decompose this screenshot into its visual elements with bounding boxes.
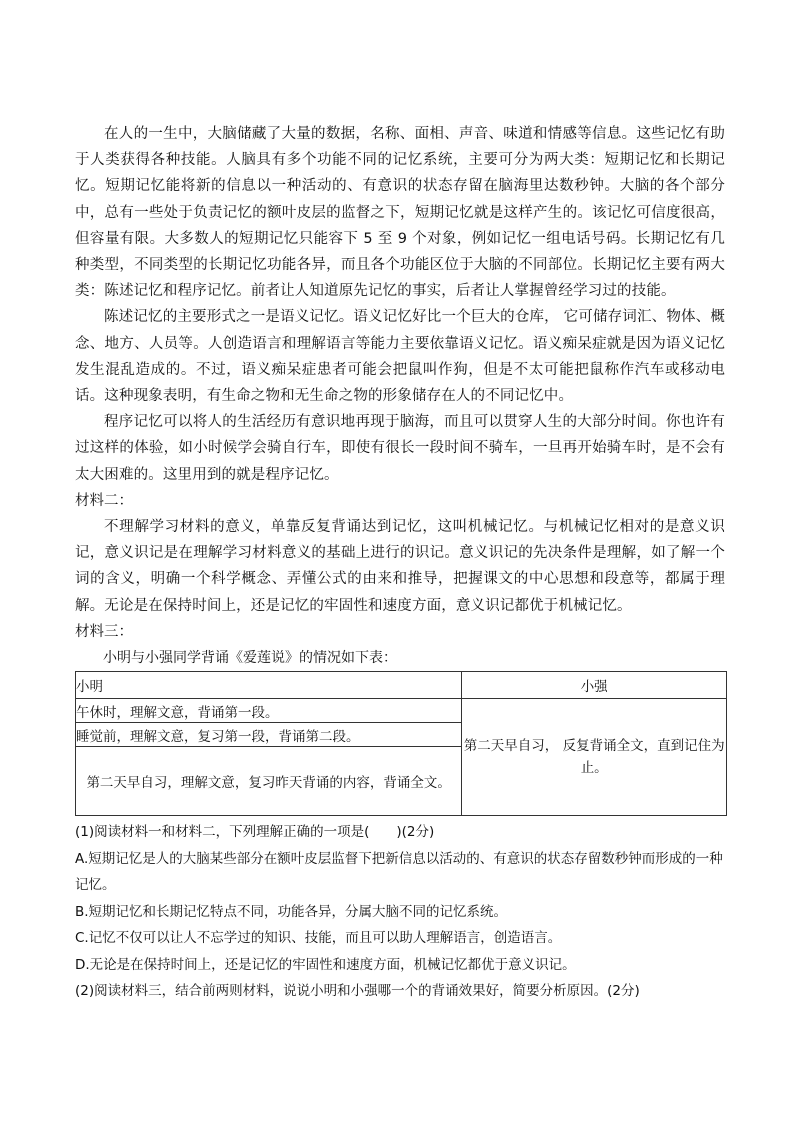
table-header-xiaoqiang: 小强 [462,672,727,699]
table-cell-xiaoming-1: 午休时，理解文意，背诵第一段。 [76,699,462,723]
material2-label: 材料二： [75,492,133,509]
material1-paragraph-3: 程序记忆可以将人的生活经历有意识地再现于脑海，而且可以贯穿人生的大部分时间。你也许有过这样的体验，如小时候学会骑自行车，即使有很长一段时间不骑车，一旦再开始骑车时，是不会有太大困难的。这里用到的就是程序记忆。 [75,414,725,483]
table-cell-xiaoqiang: 第二天早自习， 反复背诵全文，直到记住为止。 [462,699,727,816]
table-caption: 小明与小强同学背诵《爱莲说》的情况如下表： [103,650,397,667]
question-1-option-c: C.记忆不仅可以让人不忘学过的知识、技能，而且可以助人理解语言，创造语言。 [75,930,562,947]
comparison-table [75,671,727,816]
question-1-stem: (1)阅读材料一和材料二，下列理解正确的一项是( )(2分) [75,824,435,841]
question-1-option-b: B.短期记忆和长期记忆特点不同，功能各异，分属大脑不同的记忆系统。 [75,903,508,920]
material1-paragraph-2: 陈述记忆的主要形式之一是语义记忆。语义记忆好比一个巨大的仓库， 它可储存词汇、物体、概念、地方、人员等。人创造语言和理解语言等能力主要依靠语义记忆。语义痴呆症就是因为语义记忆发生混乱造成的。不过，语义痴呆症患者可能会把鼠叫作狗，但是不太可能把鼠称作汽车或移动电话。这种现象表明，有生命之物和无生命之物的形象储存在人的不同记忆中。 [75,309,725,405]
table-header-xiaoming: 小明 [76,672,462,699]
table-cell-xiaoming-2: 睡觉前，理解文意，复习第一段，背诵第二段。 [76,723,462,747]
material1-paragraph-1: 在人的一生中，大脑储藏了大量的数据，名称、面相、声音、味道和情感等信息。这些记忆有助于人类获得各种技能。人脑具有多个功能不同的记忆系统，主要可分为两大类：短期记忆和长期记忆。短期记忆能将新的信息以一种活动的、有意识的状态存留在脑海里达数秒钟。大脑的各个部分中，总有一些处于负责记忆的额叶皮层的监督之下，短期记忆就是这样产生的。该记忆可信度很高，但容量有限。大多数人的短期记忆只能容下 5 至 9 个对象，例如记忆一组电话号码。长期记忆有几种类型，不同类型的长期记忆功能各异，而且各个功能区位于大脑的不同部位。长期记忆主要有两大类：陈述记忆和程序记忆。前者让人知道原先记忆的事实，后者让人掌握曾经学习过的技能。 [75,126,725,300]
material2-paragraph: 不理解学习材料的意义，单靠反复背诵达到记忆，这叫机械记忆。与机械记忆相对的是意义识记，意义识记是在理解学习材料意义的基础上进行的识记。意义识记的先决条件是理解，如了解一个词的含义，明确一个科学概念、弄懂公式的由来和推导，把握课文的中心思想和段意等，都属于理解。无论是在保持时间上，还是记忆的牢固性和速度方面，意义识记都优于机械记忆。 [75,519,725,614]
question-1-option-d: D.无论是在保持时间上，还是记忆的牢固性和速度方面，机械记忆都优于意义识记。 [75,956,576,973]
question-1-option-a: A.短期记忆是人的大脑某些部分在额叶皮层监督下把新信息以活动的、有意识的状态存留数秒钟而形成的一种记忆。 [75,850,723,894]
table-cell-xiaoming-3: 第二天早自习，理解文意，复习昨天背诵的内容，背诵全文。 [76,747,462,816]
document-content [75,121,725,1005]
question-2-stem: (2)阅读材料三，结合前两则材料，说说小明和小强哪一个的背诵效果好，简要分析原因。(2分) [75,983,640,1000]
material3-label: 材料三： [75,623,133,640]
